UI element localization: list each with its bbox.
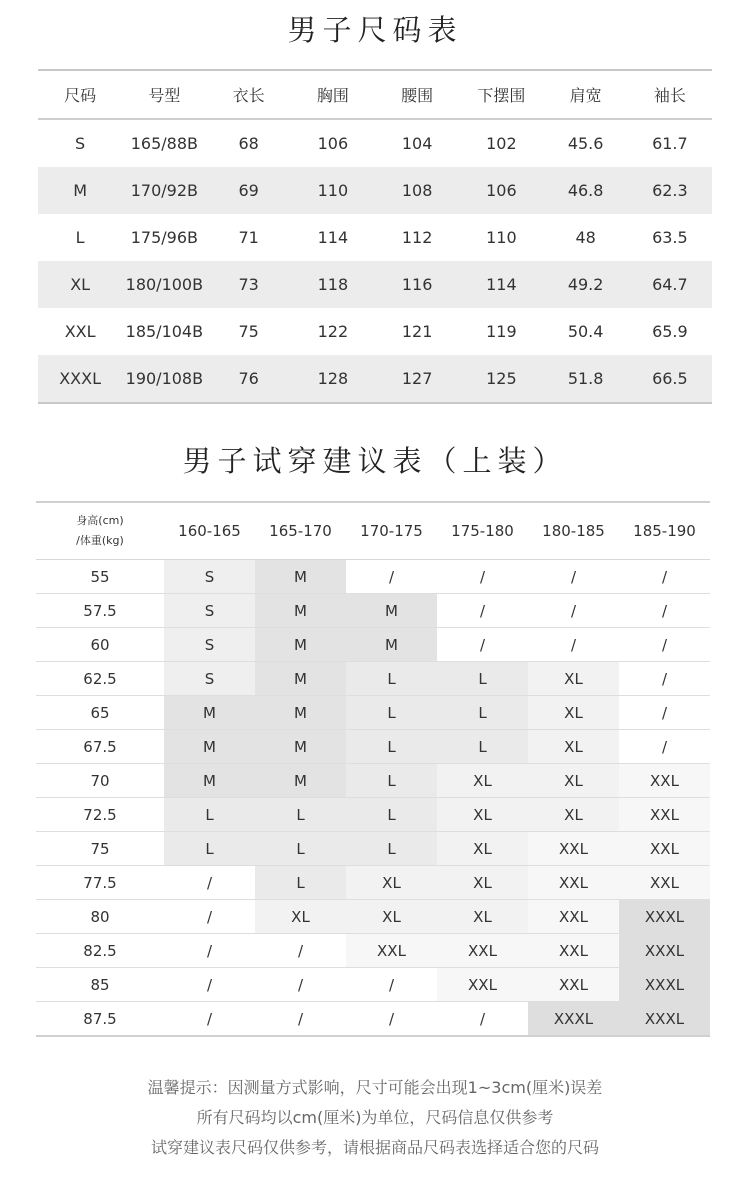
- size-header-cell: 胸围: [291, 70, 375, 119]
- fit-cell: XL: [528, 662, 619, 696]
- size-cell: XXL: [64, 322, 96, 341]
- notes: [0, 1073, 750, 1163]
- size-cell: 119: [486, 322, 517, 341]
- size-cell: 110: [291, 167, 375, 214]
- size-cell: 66.5: [628, 355, 712, 403]
- fit-cell: XXXL: [619, 1002, 710, 1037]
- fit-cell: L: [346, 832, 437, 866]
- size-row: [38, 214, 712, 261]
- size-cell: 106: [317, 134, 349, 153]
- size-cell: 62.3: [628, 167, 712, 214]
- size-header-cell: 腰围: [375, 70, 459, 119]
- fit-cell: /: [255, 934, 346, 968]
- size-cell: 102: [486, 134, 517, 153]
- size-cell: XL: [38, 261, 122, 308]
- fit-cell: /: [619, 560, 710, 594]
- size-table-header: [38, 70, 712, 119]
- note-line: 试穿建议表尺码仅供参考，请根据商品尺码表选择适合您的尺码: [150, 1138, 599, 1157]
- fit-cell: M: [255, 764, 346, 798]
- fit-cell: /: [346, 968, 437, 1002]
- fit-cell: XL: [437, 798, 528, 832]
- fit-cell: /: [619, 594, 710, 628]
- size-cell: 122: [317, 322, 349, 341]
- fit-cell: XL: [528, 696, 619, 730]
- fit-cell: L: [255, 832, 346, 866]
- fit-cell: S: [164, 594, 255, 628]
- fit-cell: M: [255, 628, 346, 662]
- size-row: [38, 355, 712, 403]
- corner-weight-label: /体重(kg): [76, 534, 124, 547]
- fit-row: [36, 730, 710, 764]
- fit-cell: L: [346, 764, 437, 798]
- size-cell: M: [38, 167, 122, 214]
- fit-cell: /: [437, 560, 528, 594]
- size-chart-title: 男子尺码表: [287, 13, 463, 47]
- fit-cell: M: [255, 730, 346, 764]
- fit-table-header: [36, 502, 710, 560]
- fit-cell: /: [619, 662, 710, 696]
- fit-table: [36, 501, 710, 1037]
- size-cell: 108: [375, 167, 459, 214]
- fit-cell: M: [255, 696, 346, 730]
- fit-cell: /: [346, 1002, 437, 1037]
- fit-cell: XXL: [619, 832, 710, 866]
- fit-cell: XL: [437, 900, 528, 934]
- fit-cell: L: [255, 798, 346, 832]
- fit-cell: M: [346, 594, 437, 628]
- size-header-cell: 袖长: [628, 70, 712, 119]
- fit-cell: /: [164, 934, 255, 968]
- size-cell: 190/108B: [122, 355, 206, 403]
- height-header-cell: 160-165: [164, 502, 255, 560]
- fit-cell: XXL: [528, 934, 619, 968]
- weight-cell: 87.5: [83, 1009, 117, 1028]
- size-cell: L: [75, 228, 85, 247]
- fit-cell: /: [164, 900, 255, 934]
- size-cell: 170/92B: [122, 167, 206, 214]
- fit-cell: /: [619, 628, 710, 662]
- fit-cell: XXL: [437, 934, 528, 968]
- size-cell: 69: [207, 167, 291, 214]
- size-cell: 114: [317, 228, 349, 247]
- fit-row: [36, 900, 710, 934]
- size-row: [38, 119, 712, 167]
- fit-row: [36, 764, 710, 798]
- fit-cell: L: [437, 662, 528, 696]
- fit-cell: M: [164, 764, 255, 798]
- size-cell: 125: [459, 355, 543, 403]
- size-cell: 76: [207, 355, 291, 403]
- size-cell: 128: [291, 355, 375, 403]
- fit-cell: /: [528, 560, 619, 594]
- fit-cell: /: [619, 696, 710, 730]
- height-header-cell: 170-175: [346, 502, 437, 560]
- fit-cell: /: [164, 968, 255, 1002]
- height-header-cell: 185-190: [619, 502, 710, 560]
- fit-cell: XL: [437, 832, 528, 866]
- size-cell: S: [75, 134, 86, 153]
- fit-row: [36, 934, 710, 968]
- fit-cell: /: [255, 1002, 346, 1037]
- fit-cell: M: [255, 560, 346, 594]
- fit-cell: XXL: [346, 934, 437, 968]
- size-cell: 45.6: [567, 134, 604, 153]
- fit-cell: XXXL: [619, 900, 710, 934]
- size-cell: 49.2: [544, 261, 628, 308]
- fit-cell: L: [346, 730, 437, 764]
- size-cell: 116: [375, 261, 459, 308]
- size-header-cell: 下摆围: [459, 70, 543, 119]
- size-cell: 61.7: [652, 134, 688, 153]
- fit-cell: L: [164, 798, 255, 832]
- fit-cell: M: [164, 730, 255, 764]
- size-row: [38, 308, 712, 355]
- fit-cell: L: [437, 696, 528, 730]
- fit-cell: XXL: [528, 900, 619, 934]
- fit-cell: L: [346, 662, 437, 696]
- fit-cell: XXXL: [619, 968, 710, 1002]
- size-cell: 165/88B: [130, 134, 198, 153]
- fit-cell: XXXL: [528, 1002, 619, 1037]
- weight-cell: 85: [36, 968, 164, 1002]
- fit-row: [36, 798, 710, 832]
- height-header-cell: 165-170: [255, 502, 346, 560]
- note-line: 所有尺码均以cm(厘米)为单位，尺码信息仅供参考: [196, 1108, 554, 1127]
- size-cell: 180/100B: [122, 261, 206, 308]
- size-cell: 175/96B: [130, 228, 198, 247]
- fit-cell: XXL: [528, 866, 619, 900]
- fit-cell: XL: [437, 866, 528, 900]
- fit-cell: XL: [528, 798, 619, 832]
- fit-cell: S: [164, 628, 255, 662]
- fit-row: [36, 1002, 710, 1037]
- weight-cell: 55: [36, 560, 164, 594]
- corner-height-label: 身高(cm): [76, 514, 124, 527]
- size-cell: 65.9: [652, 322, 688, 341]
- fit-cell: L: [346, 696, 437, 730]
- fit-cell: /: [437, 1002, 528, 1037]
- size-header-cell: 尺码: [38, 70, 122, 119]
- fit-row: [36, 594, 710, 628]
- weight-cell: 67.5: [36, 730, 164, 764]
- size-cell: 185/104B: [125, 322, 204, 341]
- fit-cell: /: [437, 628, 528, 662]
- fit-row: [36, 628, 710, 662]
- fit-cell: XXL: [528, 968, 619, 1002]
- fit-cell: L: [164, 832, 255, 866]
- fit-cell: XL: [437, 764, 528, 798]
- size-cell: 106: [459, 167, 543, 214]
- size-cell: 46.8: [544, 167, 628, 214]
- fit-cell: XXXL: [619, 934, 710, 968]
- height-header-cell: 175-180: [437, 502, 528, 560]
- fit-cell: /: [528, 628, 619, 662]
- fit-cell: S: [164, 560, 255, 594]
- size-cell: 64.7: [628, 261, 712, 308]
- size-table: [38, 69, 712, 404]
- fit-row: [36, 832, 710, 866]
- size-cell: 118: [291, 261, 375, 308]
- fit-cell: L: [255, 866, 346, 900]
- fit-cell: M: [346, 628, 437, 662]
- size-cell: 51.8: [544, 355, 628, 403]
- size-cell: 127: [375, 355, 459, 403]
- size-cell: XXXL: [38, 355, 122, 403]
- fit-row: [36, 866, 710, 900]
- size-cell: 121: [401, 322, 433, 341]
- fit-cell: /: [164, 866, 255, 900]
- note-line: 温馨提示：因测量方式影响，尺寸可能会出现1~3cm(厘米)误差: [147, 1078, 603, 1097]
- weight-cell: 72.5: [36, 798, 164, 832]
- fit-cell: S: [164, 662, 255, 696]
- fit-cell: /: [346, 560, 437, 594]
- fit-cell: XL: [346, 866, 437, 900]
- fit-cell: L: [346, 798, 437, 832]
- weight-cell: 62.5: [36, 662, 164, 696]
- size-cell: 71: [238, 228, 259, 247]
- fit-cell: XXL: [619, 798, 710, 832]
- fit-cell: M: [255, 662, 346, 696]
- size-cell: 63.5: [652, 228, 688, 247]
- fit-cell: XL: [528, 764, 619, 798]
- weight-cell: 80: [36, 900, 164, 934]
- fit-cell: /: [164, 1002, 255, 1037]
- size-header-cell: 衣长: [207, 70, 291, 119]
- size-cell: 112: [401, 228, 433, 247]
- fit-cell: XXL: [437, 968, 528, 1002]
- fit-cell: M: [255, 594, 346, 628]
- fit-cell: /: [255, 968, 346, 1002]
- fit-cell: /: [619, 730, 710, 764]
- size-row: [38, 261, 712, 308]
- fit-cell: XXL: [619, 764, 710, 798]
- fit-row: [36, 968, 710, 1002]
- weight-cell: 82.5: [36, 934, 164, 968]
- size-header-cell: 肩宽: [544, 70, 628, 119]
- size-cell: 48: [575, 228, 596, 247]
- weight-cell: 57.5: [36, 594, 164, 628]
- fit-cell: M: [164, 696, 255, 730]
- weight-cell: 60: [36, 628, 164, 662]
- weight-cell: 65: [36, 696, 164, 730]
- fit-cell: /: [437, 594, 528, 628]
- fit-row: [36, 560, 710, 594]
- size-cell: 75: [238, 322, 259, 341]
- weight-cell: 70: [36, 764, 164, 798]
- fit-cell: XL: [255, 900, 346, 934]
- size-cell: 50.4: [567, 322, 604, 341]
- size-cell: 68: [238, 134, 259, 153]
- size-cell: 110: [486, 228, 517, 247]
- fit-cell: XXL: [528, 832, 619, 866]
- size-cell: 114: [459, 261, 543, 308]
- size-cell: 73: [207, 261, 291, 308]
- corner-header: [36, 502, 164, 560]
- fit-cell: XXL: [619, 866, 710, 900]
- fit-cell: L: [437, 730, 528, 764]
- fit-cell: XL: [528, 730, 619, 764]
- size-row: [38, 167, 712, 214]
- size-header-cell: 号型: [122, 70, 206, 119]
- weight-cell: 77.5: [36, 866, 164, 900]
- fit-chart-title: 男子试穿建议表（上装）: [182, 444, 568, 478]
- weight-cell: 75: [36, 832, 164, 866]
- fit-cell: /: [528, 594, 619, 628]
- fit-row: [36, 696, 710, 730]
- size-cell: 104: [401, 134, 433, 153]
- fit-cell: XL: [346, 900, 437, 934]
- height-header-cell: 180-185: [528, 502, 619, 560]
- fit-row: [36, 662, 710, 696]
